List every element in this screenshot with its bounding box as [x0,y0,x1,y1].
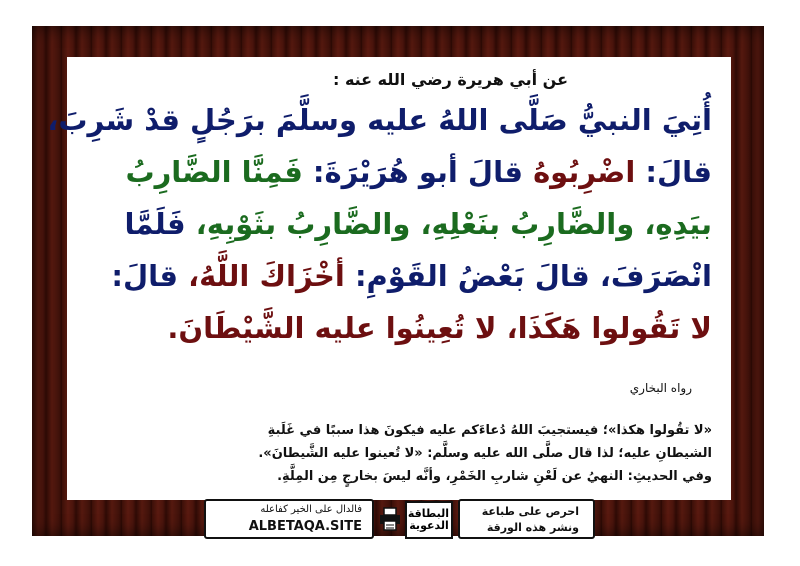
hadith-segment: فَمِنَّا الضَّارِبُ [125,155,303,189]
hadith-intro: عن أبي هريرة رضي الله عنه : [332,70,568,89]
hadith-segment: فَلَمَّا [124,207,186,241]
hadith-segment: أخْزَاكَ اللَّهُ، [177,259,345,293]
hadith-line-1 [47,103,712,137]
hadith-line-4 [111,259,712,293]
note-line: وفي الحديثِ: النهيُ عن لَعْنِ شاربِ الخَمْرِ، وأنَّه ليسَ بخارجٍ مِن المِلَّةِ. [277,469,712,484]
footer-print-box [458,499,595,539]
footer-site-link[interactable]: ALBETAQA.SITE [248,519,362,534]
note-line: «لا تقُولوا هكذا»؛ فيستجيبَ اللهُ دُعاءَكم عليه فيكونَ هذا سببًا في غَلَبةِ [267,423,712,438]
hadith-segment: قالَ: [635,155,712,189]
hadith-segment: اضْرِبُوهُ [522,155,636,189]
hadith-line-3 [124,207,712,241]
hadith-segment: لا تَقُولوا هَكَذَا، لا تُعِينُوا عليه الشَّيْطَانَ. [167,311,712,345]
logo-text: البطاقة الدعوية [407,506,449,532]
hadith-source: رواه البخاري [629,381,692,395]
printer-icon [379,507,401,531]
hadith-segment: انْصَرَفَ، قالَ بَعْضُ القَوْمِ: [344,259,712,293]
logo-badge [405,501,453,539]
footer-slogan: فالدال على الخير كفاعله [260,504,362,515]
hadith-line-2 [125,155,712,189]
note-line: الشيطانِ عليه؛ لذا قال صلَّى الله عليه وسلَّم: «لا تُعينوا عليه الشَّيطانَ». [258,446,712,461]
footer-print-line1: احرص على طباعة [481,505,579,518]
hadith-segment: قالَ أبو هُرَيْرَةَ: [302,155,523,189]
hadith-segment: قالَ: [111,259,178,293]
hadith-segment: أُتِيَ النبيُّ صَلَّى اللهُ عليه وسلَّمَ برَجُلٍ قدْ شَرِبَ، [47,103,712,137]
footer-print-line2: ونشر هذه الورقة [486,521,579,534]
footer-site-box [204,499,374,539]
footer-bar [204,499,595,541]
hadith-segment: بيَدِهِ، والضَّارِبُ بنَعْلِهِ، والضَّارِبُ بثَوْبِهِ، [185,207,712,241]
hadith-line-5 [167,311,712,345]
